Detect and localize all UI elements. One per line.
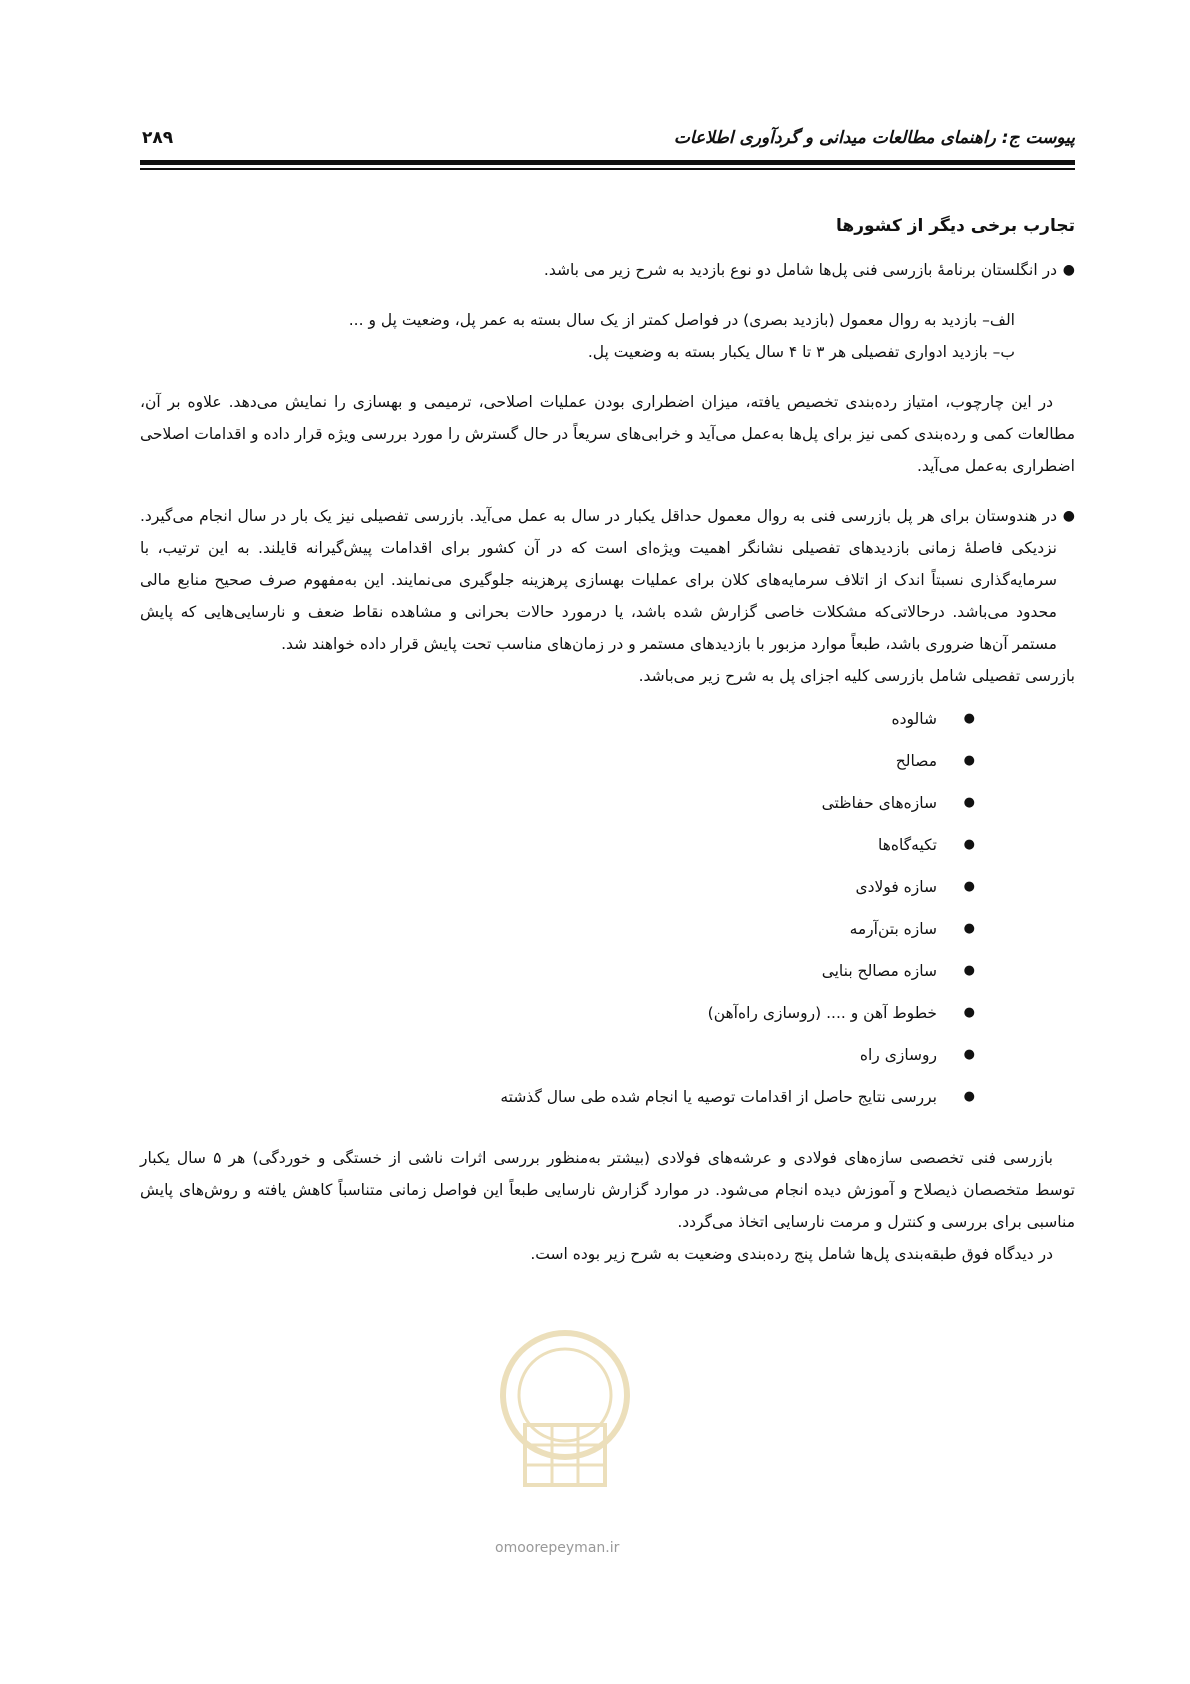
list-item: ● سازه بتن‌آرمه xyxy=(140,908,975,950)
england-intro-text: در انگلستان برنامۀ بازرسی فنی پل‌ها شامل دو نوع بازدید به شرح زیر می باشد. xyxy=(543,261,1057,279)
england-item-a: الف– بازدید به روال معمول (بازدید بصری) در فواصل کمتر از یک سال بسته به عمر پل، وضعیت پل و ... xyxy=(348,311,1015,329)
bullet-icon: ● xyxy=(963,921,975,936)
india-paragraph-text: در هندوستان برای هر پل بازرسی فنی به روال معمول حداقل یکبار در سال به عمل می‌آید. بازرسی تفصیلی نیز یک بار در سال انجام می‌گیرد. نزدیکی فاصلۀ زمانی بازدیدهای تفصیلی نشانگر اهمیت ویژه‌ای است که در آن کشور برای اقدامات پیش‌گیرانه قایلند. به این ترتیب، با سرمایه‌گذاری نسبتاً اندک از اتلاف سرمایه‌های کلان برای عملیات بهسازی پرهزینه جلوگیری می‌نمایند. این به‌مفهوم صرف صحیح منابع مالی محدود می‌باشد. درحالاتی‌که مشکلات خاصی گزارش شده باشد، یا درمورد حالات بحرانی و مشاهده نقاط ضعف و نارسایی‌هایی که پایش مستمر آن‌ها ضروری باشد، طبعاً موارد مزبور با بازدیدهای مستمر و در زمان‌های مناسب تحت پایش قرار داده خواهند شد. xyxy=(140,507,1057,653)
list-item: ● شالوده xyxy=(140,698,975,740)
bullet-paragraph-england xyxy=(140,254,1075,286)
list-item: ● سازه‌های حفاظتی xyxy=(140,782,975,824)
bullet-icon: ● xyxy=(1062,508,1075,524)
bullet-icon: ● xyxy=(1062,262,1075,278)
bullet-icon: ● xyxy=(963,1089,975,1104)
watermark-text: omoorepeyman.ir xyxy=(495,1540,620,1556)
inspection-items-list xyxy=(140,698,1075,1118)
list-item: ● تکیه‌گاه‌ها xyxy=(140,824,975,866)
bullet-icon: ● xyxy=(963,837,975,852)
india-list-intro: بازرسی تفصیلی شامل بازرسی کلیه اجزای پل به شرح زیر می‌باشد. xyxy=(638,667,1075,685)
england-paragraph: در این چارچوب، امتیاز رده‌بندی تخصیص یافته، میزان اضطراری بودن عملیات اصلاحی، ترمیمی و بهسازی را نمایش می‌دهد. علاوه بر آن، مطالعات کمی و رده‌بندی کمی نیز برای پل‌ها به‌عمل می‌آید و خرابی‌های سریعاً در حال گسترش را مورد بررسی ویژه قرار داده و اقدامات اصلاحی اضطراری به‌عمل می‌آید. xyxy=(140,393,1075,475)
england-item-b: ب– بازدید ادواری تفصیلی هر ۳ تا ۴ سال یکبار بسته به وضعیت پل. xyxy=(587,343,1015,361)
list-item: ● سازه فولادی xyxy=(140,866,975,908)
list-item: ● مصالح xyxy=(140,740,975,782)
header-rule-thick xyxy=(140,160,1075,165)
bullet-icon: ● xyxy=(963,879,975,894)
bullet-icon: ● xyxy=(963,1005,975,1020)
bullet-icon: ● xyxy=(963,795,975,810)
closing-last-line: در دیدگاه فوق طبقه‌بندی پل‌ها شامل پنج رده‌بندی وضعیت به شرح زیر بوده است. xyxy=(530,1245,1053,1263)
list-item: ● سازه مصالح بنایی xyxy=(140,950,975,992)
list-item: ● بررسی نتایج حاصل از اقدامات توصیه یا انجام شده طی سال گذشته xyxy=(140,1076,975,1118)
list-item: ● خطوط آهن و .... (روسازی راه‌آهن) xyxy=(140,992,975,1034)
header-rule-thin xyxy=(140,168,1075,170)
list-item: ● روسازی راه xyxy=(140,1034,975,1076)
closing-paragraph: بازرسی فنی تخصصی سازه‌های فولادی و عرشه‌های فولادی (بیشتر به‌منظور بررسی اثرات ناشی از خستگی و خوردگی) هر ۵ سال یکبار توسط متخصصان ذیصلاح و آموزش دیده انجام می‌شود. در موارد گزارش نارسایی طبعاً این فواصل زمانی متناسباً کاهش یافته و روش‌های پایش مناسبی برای بررسی و کنترل و مرمت نارسایی اتخاذ می‌گردد. xyxy=(140,1149,1075,1231)
bullet-icon: ● xyxy=(963,963,975,978)
section-heading: تجارب برخی دیگر از کشورها xyxy=(836,216,1075,236)
watermark-logo-icon xyxy=(490,1325,640,1500)
bullet-icon: ● xyxy=(963,1047,975,1062)
bullet-paragraph-india xyxy=(140,500,1075,660)
bullet-icon: ● xyxy=(963,753,975,768)
running-header-title: پیوست ج: راهنمای مطالعات میدانی و گردآوری اطلاعات xyxy=(673,128,1075,148)
body-content xyxy=(140,210,1075,1270)
bullet-icon: ● xyxy=(963,711,975,726)
page-number: ۲۸۹ xyxy=(142,128,174,148)
